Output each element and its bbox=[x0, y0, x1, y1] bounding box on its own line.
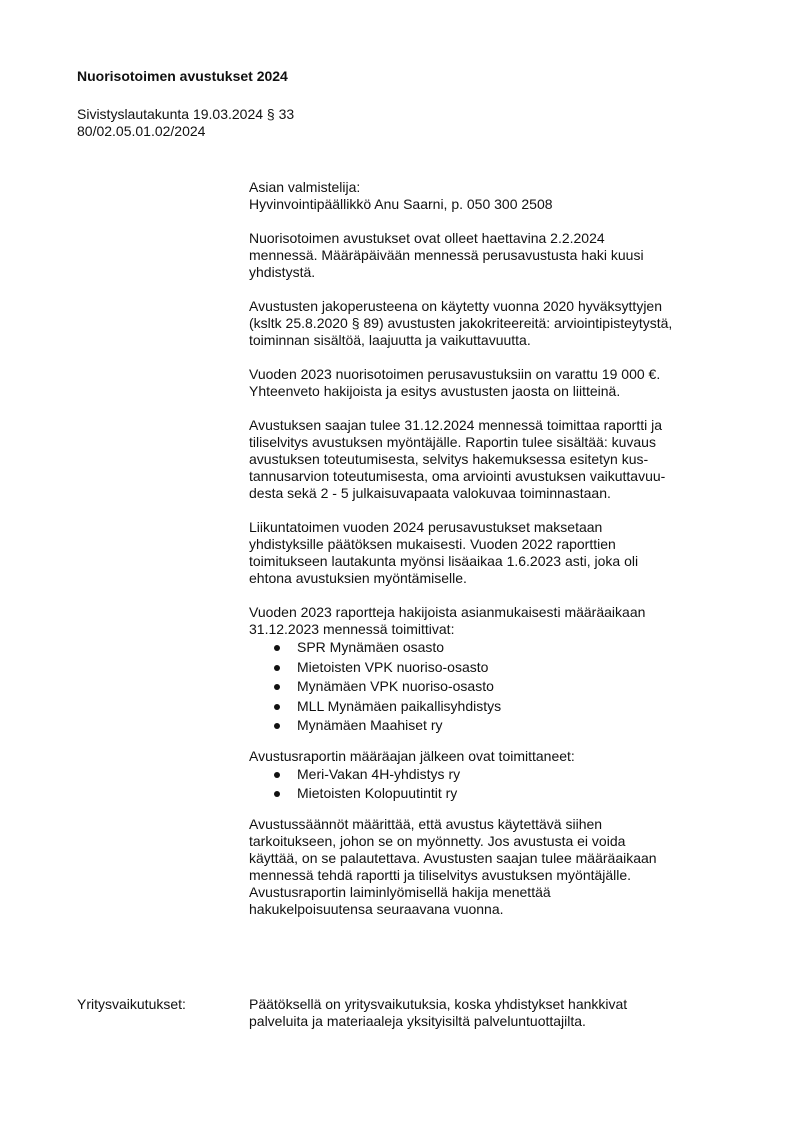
paragraph-line: Avustusraportin laiminlyömisellä hakija menettää bbox=[249, 883, 551, 900]
paragraph-line: Päätöksellä on yritysvaikutuksia, koska yhdistykset hankkivat bbox=[249, 996, 628, 1012]
paragraph-line: ehtona avustuksien myöntämiselle. bbox=[249, 570, 467, 586]
paragraph-payment bbox=[249, 519, 739, 587]
bullet-icon bbox=[274, 665, 280, 671]
paragraph-line: avustuksen toteutumisesta, selvitys hakemuksessa esitetyn kus- bbox=[249, 451, 649, 467]
paragraph-line: tannusarvion toteutumisesta, oma arviointi avustuksen vaikuttavuu- bbox=[249, 468, 666, 484]
preparer-label: Asian valmistelija: bbox=[249, 179, 361, 195]
paragraph-line: 31.12.2023 mennessä toimittivat: bbox=[249, 621, 455, 637]
paragraph-line: palveluita ja materiaaleja yksityisiltä palveluntuottajilta. bbox=[249, 1013, 586, 1029]
paragraph-line: tarkoitukseen, johon se on myönnetty. Jos avustusta ei voida bbox=[249, 832, 626, 849]
list-item-label: Meri-Vakan 4H-yhdistys ry bbox=[297, 765, 461, 782]
meeting-reference: Sivistyslautakunta 19.03.2024 § 33 bbox=[77, 106, 295, 122]
paragraph-line: Avustusraportin määräajan jälkeen ovat toimittaneet: bbox=[249, 747, 575, 764]
list-item-label: Mynämäen VPK nuoriso-osasto bbox=[297, 678, 494, 694]
bullet-icon bbox=[274, 684, 280, 690]
meeting-meta bbox=[77, 106, 294, 140]
paragraph-line: Vuoden 2023 nuorisotoimen perusavustuksiin on varattu 19 000 €. bbox=[249, 366, 661, 382]
paragraph-line: Liikuntatoimen vuoden 2024 perusavustukset maksetaan bbox=[249, 519, 603, 535]
paragraph-line: desta sekä 2 - 5 julkaisuvapaata valokuvaa toiminnastaan. bbox=[249, 485, 611, 501]
late-intro bbox=[249, 748, 739, 765]
on-time-list bbox=[249, 638, 739, 736]
business-impact-text bbox=[249, 996, 749, 1030]
list-item-label: SPR Mynämäen osasto bbox=[297, 639, 445, 655]
paragraph-line: Yhteenveto hakijoista ja esitys avustusten jaosta on liitteinä. bbox=[249, 383, 621, 399]
paragraph-line: Avustussäännöt määrittää, että avustus käytettävä siihen bbox=[249, 815, 603, 832]
list-item bbox=[249, 765, 739, 785]
list-item bbox=[249, 658, 739, 678]
paragraph-line: Nuorisotoimen avustukset ovat olleet haettavina 2.2.2024 bbox=[249, 230, 605, 246]
list-item-label: Mynämäen Maahiset ry bbox=[297, 717, 443, 733]
paragraph-line: Avustuksen saajan tulee 31.12.2024 mennessä toimittaa raportti ja bbox=[249, 417, 662, 433]
paragraph-application-period bbox=[249, 230, 739, 281]
bullet-icon bbox=[274, 645, 280, 651]
paragraph-line: mennessä. Määräpäivään mennessä perusavustusta haki kuusi bbox=[249, 247, 644, 263]
bullet-icon bbox=[274, 791, 280, 797]
paragraph-line: yhdistystä. bbox=[249, 264, 316, 280]
late-list bbox=[249, 765, 739, 804]
paragraph-line: mennessä tehdä raportti ja tiliselvitys avustuksen myöntäjälle. bbox=[249, 866, 632, 883]
preparer-name: Hyvinvointipäällikkö Anu Saarni, p. 050 300 2508 bbox=[249, 196, 553, 212]
list-item bbox=[249, 697, 739, 717]
paragraph-line: yhdistyksille päätöksen mukaisesti. Vuoden 2022 raporttien bbox=[249, 536, 616, 552]
paragraph-rules bbox=[249, 816, 739, 918]
bullet-icon bbox=[274, 723, 280, 729]
list-item bbox=[249, 677, 739, 697]
paragraph-reporting bbox=[249, 417, 739, 502]
list-item-label: MLL Mynämäen paikallisyhdistys bbox=[297, 697, 502, 714]
document-title: Nuorisotoimen avustukset 2024 bbox=[77, 68, 288, 84]
on-time-intro bbox=[249, 604, 739, 638]
paragraph-line: tiliselvitys avustuksen myöntäjälle. Raportin tulee sisältää: kuvaus bbox=[249, 434, 656, 450]
main-body bbox=[249, 179, 739, 935]
paragraph-line: toimitukseen lautakunta myönsi lisäaikaa 1.6.2023 asti, joka oli bbox=[249, 553, 639, 569]
list-item-label: Mietoisten Kolopuutintit ry bbox=[297, 785, 458, 801]
paragraph-on-time-reports bbox=[249, 604, 739, 736]
paragraph-line: käyttää, on se palautettava. Avustusten saajan tulee määräaikaan bbox=[249, 849, 657, 866]
paragraph-line: toiminnan sisältöä, laajuutta ja vaikuttavuutta. bbox=[249, 332, 531, 348]
list-item bbox=[249, 716, 739, 736]
paragraph-line: hakukelpoisuutensa seuraavana vuonna. bbox=[249, 900, 504, 917]
paragraph-criteria bbox=[249, 298, 739, 349]
paragraph-line: (ksltk 25.8.2020 § 89) avustusten jakokriteereitä: arviointipisteytystä, bbox=[249, 315, 673, 331]
list-item bbox=[249, 784, 739, 804]
list-item-label: Mietoisten VPK nuoriso-osasto bbox=[297, 658, 489, 675]
bullet-icon bbox=[274, 704, 280, 710]
paragraph-line: Avustusten jakoperusteena on käytetty vuonna 2020 hyväksyttyjen bbox=[249, 298, 663, 314]
business-impact-label: Yritysvaikutukset: bbox=[77, 996, 186, 1012]
paragraph-budget bbox=[249, 366, 739, 400]
paragraph-late-reports bbox=[249, 748, 739, 804]
paragraph-line: Vuoden 2023 raportteja hakijoista asianmukaisesti määräaikaan bbox=[249, 604, 646, 620]
bullet-icon bbox=[274, 772, 280, 778]
preparer-block bbox=[249, 179, 739, 213]
list-item bbox=[249, 638, 739, 658]
case-number: 80/02.05.01.02/2024 bbox=[77, 123, 206, 139]
